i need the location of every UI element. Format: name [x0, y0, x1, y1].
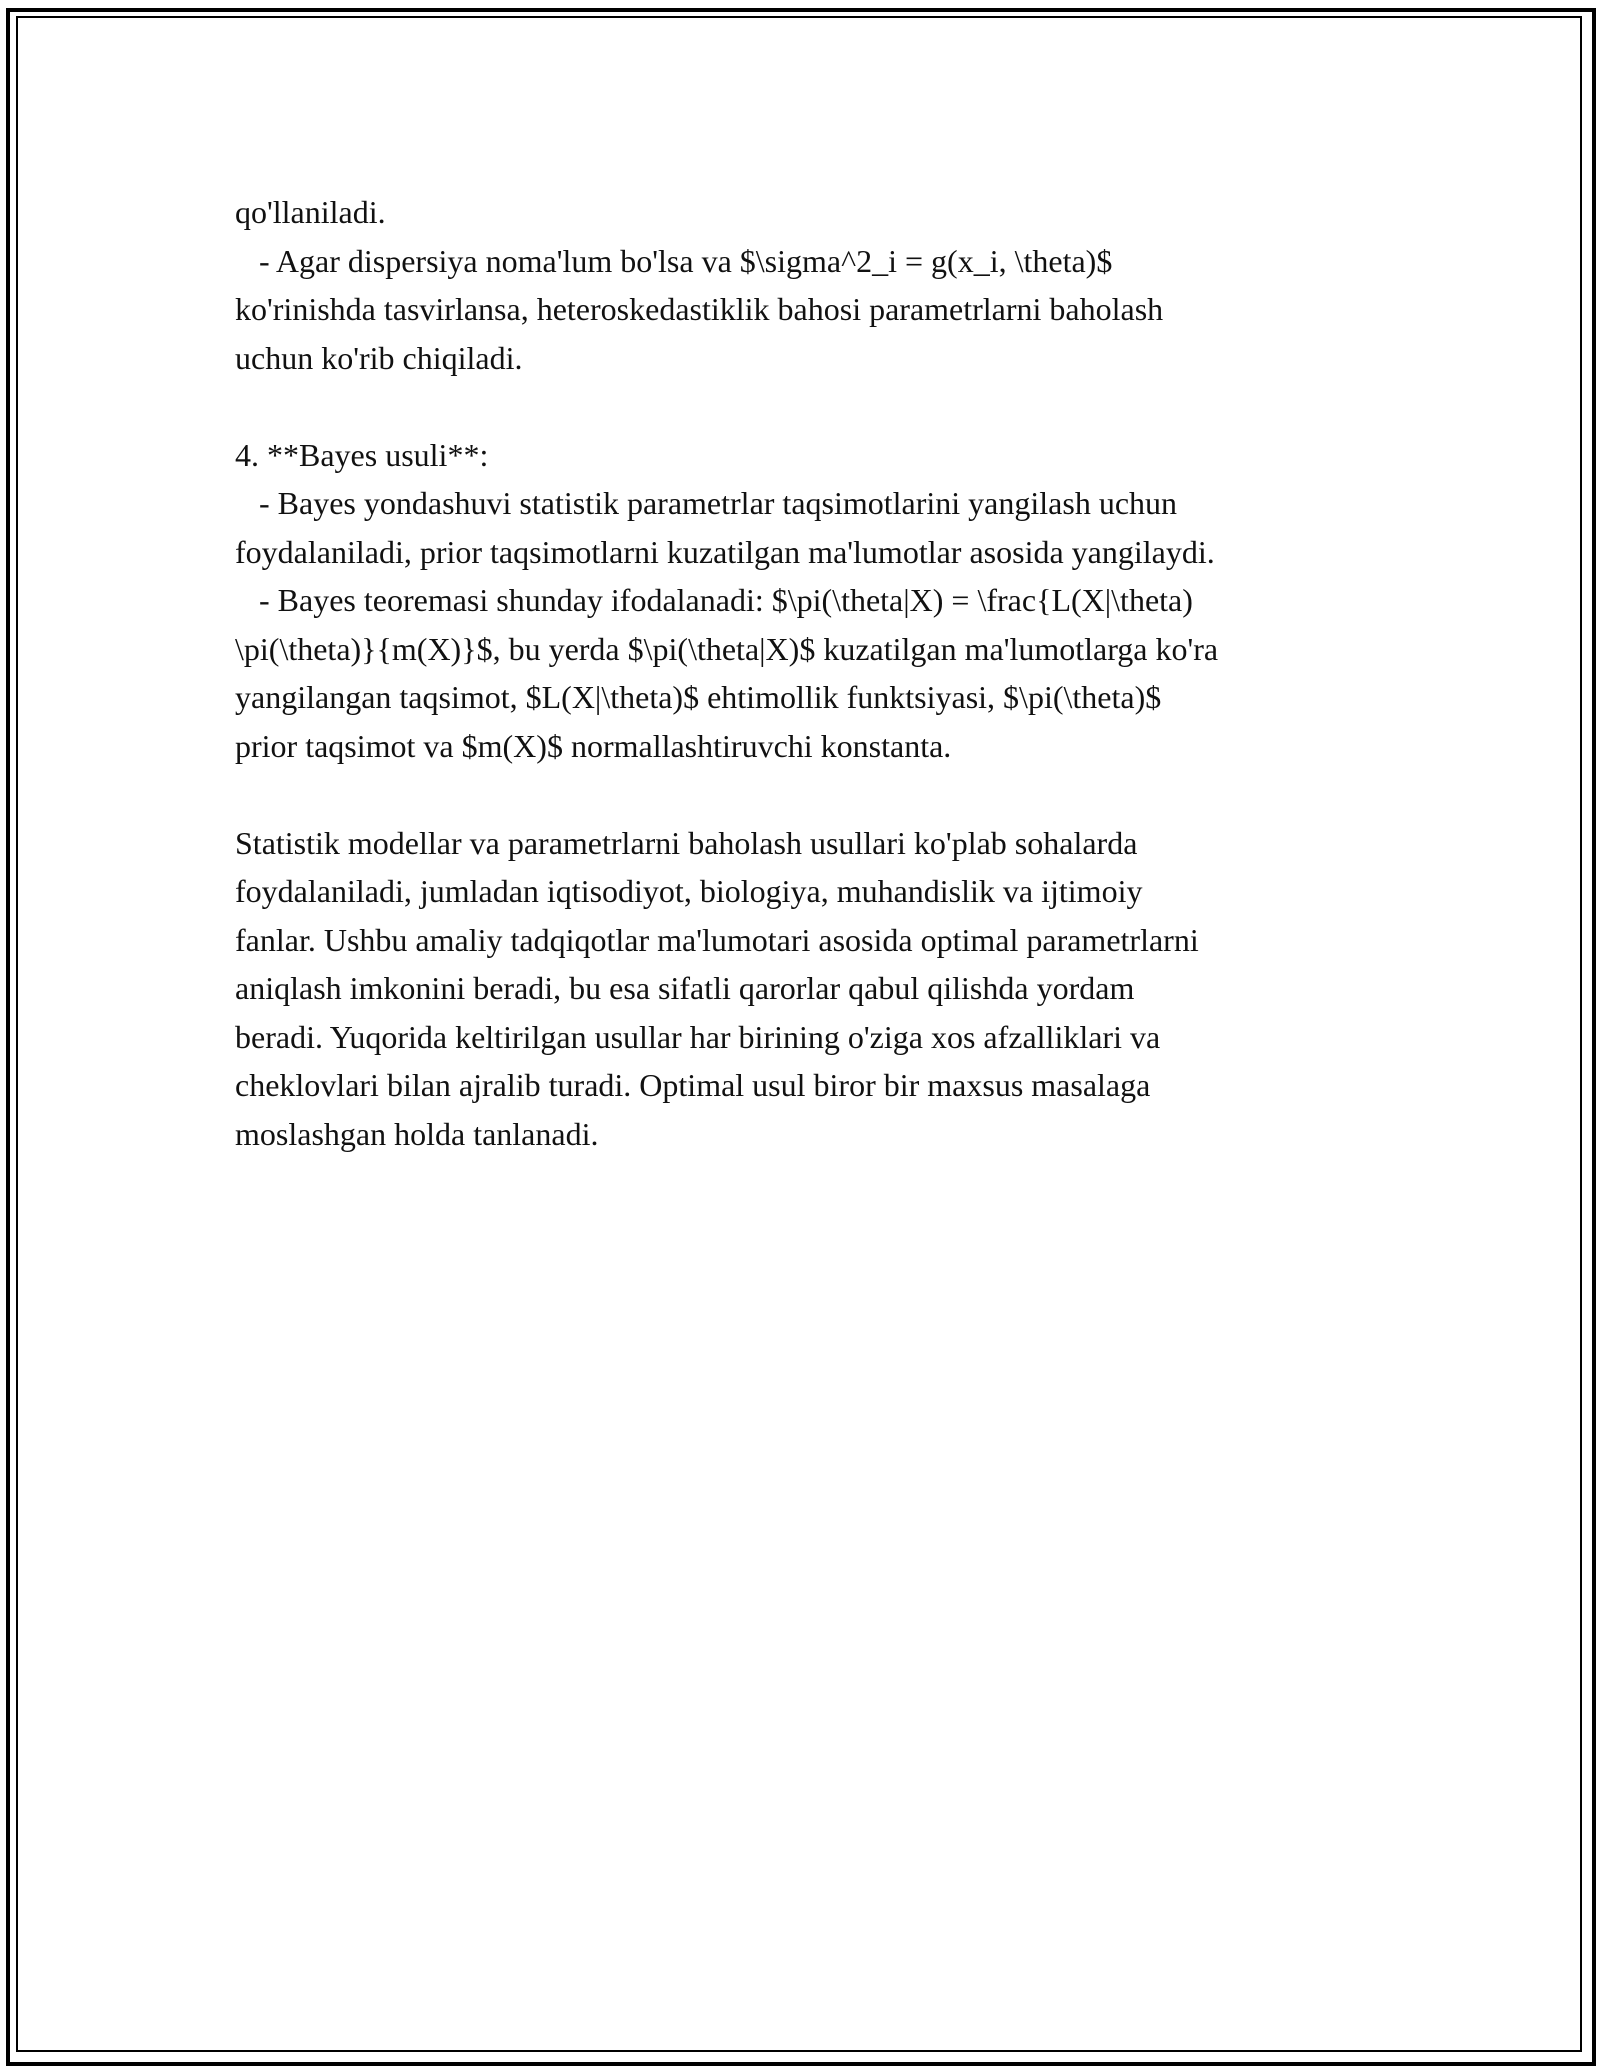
text-line: qo'llaniladi.: [235, 194, 386, 230]
text-line: foydalaniladi, jumladan iqtisodiyot, biologiya, muhandislik va ijtimoiy: [235, 873, 1143, 909]
text-line: - Agar dispersiya noma'lum bo'lsa va $\sigma^2_i = g(x_i, \theta)$: [235, 242, 1113, 279]
text-line: - Bayes yondashuvi statistik parametrlar taqsimotlarini yangilash uchun: [235, 485, 1178, 521]
text-line: foydalaniladi, prior taqsimotlarni kuzatilgan ma'lumotlar asosida yangilaydi.: [235, 533, 1215, 570]
text-line: uchun ko'rib chiqiladi.: [235, 339, 523, 376]
text-line: fanlar. Ushbu amaliy tadqiqotlar ma'lumotari asosida optimal parametrlarni: [235, 921, 1199, 958]
text-line: prior taqsimot va $m(X)$ normallashtiruvchi konstanta.: [235, 727, 952, 764]
text-line: ko'rinishda tasvirlansa, heteroskedastiklik bahosi parametrlarni baholash: [235, 291, 1164, 327]
blank-line: [235, 382, 1375, 431]
text-line: moslashgan holda tanlanadi.: [235, 1115, 599, 1152]
text-line: yangilangan taqsimot, $L(X|\theta)$ ehtimollik funktsiyasi, $\pi(\theta)$: [235, 679, 1162, 715]
text-line: - Bayes teoremasi shunday ifodalanadi: $\pi(\theta|X) = \frac{L(X|\theta): [235, 582, 1193, 618]
text-line: Statistik modellar va parametrlarni baholash usullari ko'plab sohalarda: [235, 824, 1138, 861]
text-line: aniqlash imkonini beradi, bu esa sifatli qarorlar qabul qilishda yordam: [235, 970, 1135, 1006]
blank-line: [235, 770, 1375, 819]
text-line: \pi(\theta)}{m(X)}$, bu yerda $\pi(\theta|X)$ kuzatilgan ma'lumotlarga ko'ra: [235, 630, 1219, 667]
document-body: [235, 188, 1375, 1158]
section-heading: 4. **Bayes usuli**:: [235, 436, 489, 473]
text-line: cheklovlari bilan ajralib turadi. Optimal usul biror bir maxsus masalaga: [235, 1067, 1151, 1103]
text-line: beradi. Yuqorida keltirilgan usullar har birining o'ziga xos afzalliklari va: [235, 1018, 1161, 1055]
